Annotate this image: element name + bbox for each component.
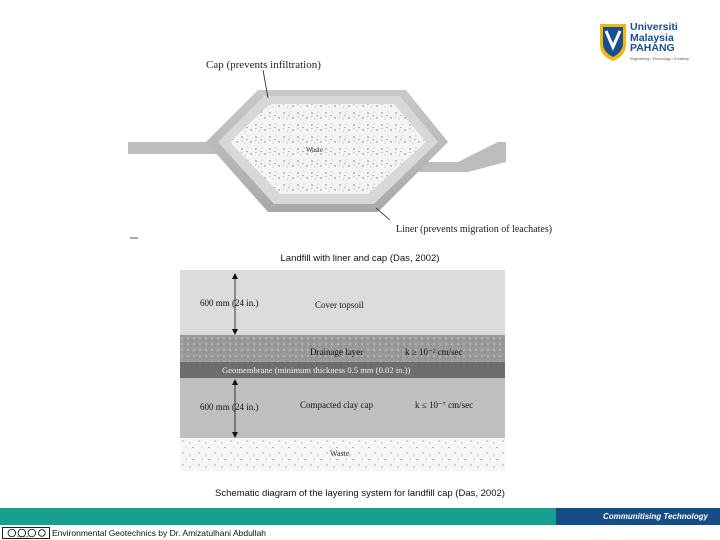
cc-badge-text: cc by nc sa	[16, 536, 29, 539]
logo-wordmark	[630, 22, 678, 54]
logo-line-1: Universiti	[630, 21, 678, 33]
logo-tagline: Engineering • Technology • Creativity	[630, 57, 689, 61]
logo-line-3: PAHANG	[630, 42, 675, 54]
figure-2-caption: Schematic diagram of the layering system for landfill cap (Das, 2002)	[215, 488, 505, 499]
footer-credit: Environmental Geotechnics by Dr. Amizatulhani Abdullah	[52, 528, 267, 538]
clay-k-label: k ≤ 10⁻⁷ cm/sec	[415, 400, 474, 410]
footer-teal-bar	[0, 508, 556, 525]
landfill-cross-section-figure	[128, 50, 578, 240]
footer-blue-bar	[556, 508, 720, 525]
drainage-label: Drainage layer	[310, 347, 364, 357]
creative-commons-license-icon	[2, 527, 50, 539]
clay-label: Compacted clay cap	[300, 400, 373, 410]
waste-label: Waste	[306, 146, 323, 154]
topsoil-label: Cover topsoil	[315, 300, 364, 310]
footer-tagline: Communitising Technology	[602, 512, 708, 521]
waste-layer-label: Waste	[330, 449, 350, 458]
slide-footer	[0, 508, 720, 540]
liner-label: Liner (prevents migration of leachates)	[396, 224, 553, 235]
drainage-k-label: k ≥ 10⁻² cm/sec	[405, 347, 463, 357]
shield-icon	[598, 22, 628, 62]
cap-layering-schematic	[180, 270, 505, 471]
clay-dimension-label: 600 mm (24 in.)	[200, 402, 259, 412]
geomembrane-label: Geomembrane (minimum thickness 0.5 mm (0.02 in.))	[222, 365, 411, 375]
cap-label: Cap (prevents infiltration)	[206, 59, 321, 71]
figure-1-caption: Landfill with liner and cap (Das, 2002)	[280, 253, 440, 264]
topsoil-dimension-label: 600 mm (24 in.)	[200, 298, 259, 308]
liner-leader-line	[376, 208, 390, 220]
university-logo	[596, 20, 706, 68]
logo-line-2: Malaysia	[630, 31, 674, 44]
